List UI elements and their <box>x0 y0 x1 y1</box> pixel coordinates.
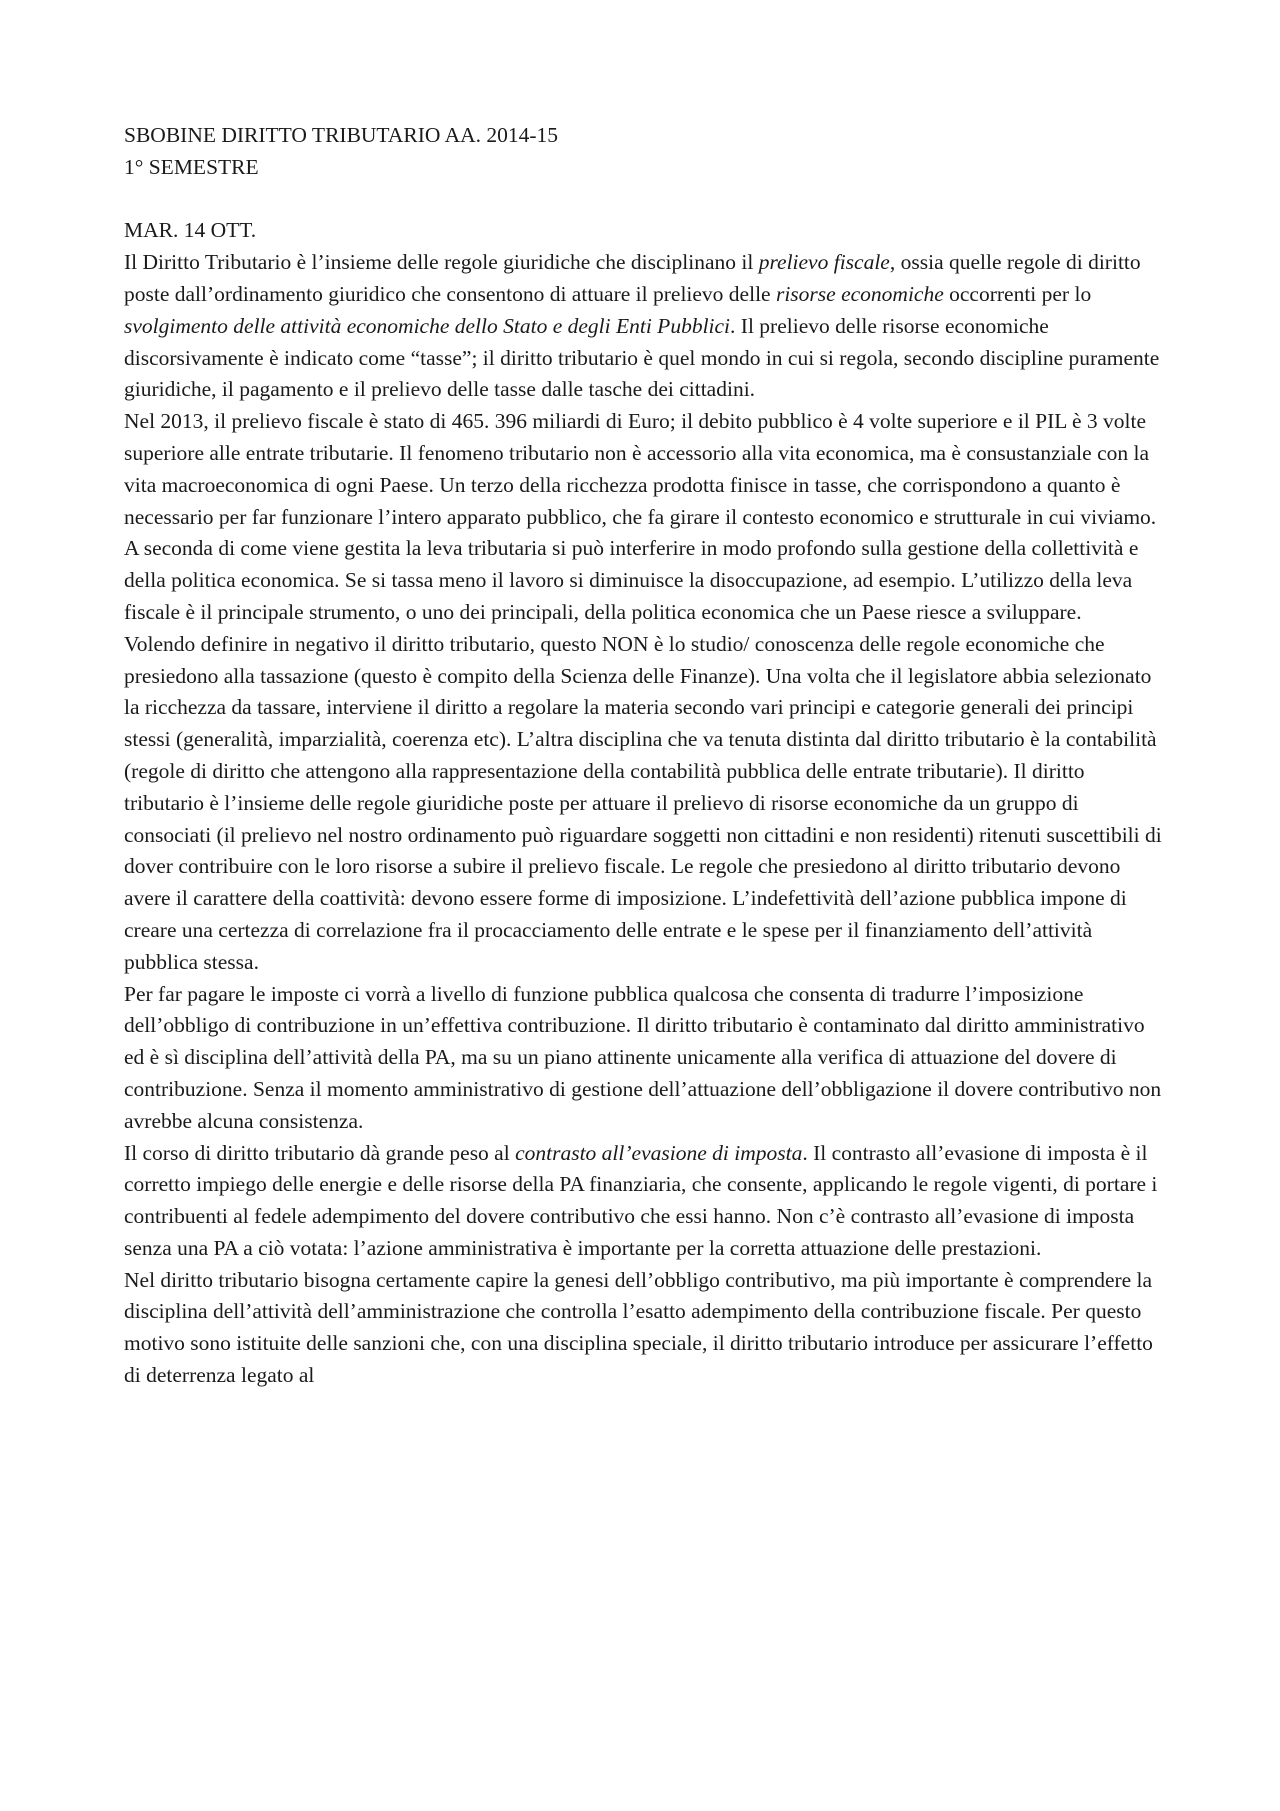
emphasis-contrasto-evasione: contrasto all’evasione di imposta <box>515 1140 803 1165</box>
document-title: SBOBINE DIRITTO TRIBUTARIO AA. 2014-15 <box>124 123 559 147</box>
paragraph-sanctions: Nel diritto tributario bisogna certamente capire la genesi dell’obbligo contributivo, ma più importante è comprendere la disciplina dell’attività dell’amministrazione che controlla l’esatto adempimento della contribuzione fiscale. Per questo motivo sono istituite delle sanzioni che, con una disciplina speciale, il diritto tributario introduce per assicurare l’effetto di deterrenza legato al <box>124 1267 1153 1388</box>
text-run: . Il contrasto all’evasione di imposta è il corretto impiego delle energie e delle risorse della PA finanziaria, che consente, applicando le regole vigenti, di portare i contribuenti al fedele adempimento del dovere contributivo che essi hanno. Non c’è contrasto all’evasione di imposta senza una PA a ciò votata: l’azione amministrativa è importante per la corretta attuazione delle prestazioni. <box>124 1140 1158 1260</box>
text-run: . Il prelievo delle risorse economiche discorsivamente è indicato come “tasse”; il diritto tributario è quel mondo in cui si regola, secondo discipline puramente giuridiche, il pagamento e il prelievo delle tasse dalle tasche dei cittadini. <box>124 313 1160 402</box>
text-run: occorrenti per lo <box>943 281 1092 306</box>
paragraph-public-function: Per far pagare le imposte ci vorrà a livello di funzione pubblica qualcosa che consenta di tradurre l’imposizione dell’obbligo di contribuzione in un’effettiva contribuzione. Il diritto tributario è contaminato dal diritto amministrativo ed è sì disciplina dell’attività della PA, ma su un piano attinente unicamente alla verifica di attuazione del dovere di contribuzione. Senza il momento amministrativo di gestione dell’attuazione dell’obbligazione il dovere contributivo non avrebbe alcuna consistenza. <box>124 981 1162 1133</box>
paragraph-definition <box>124 247 1164 406</box>
emphasis-prelievo-fiscale: prelievo fiscale <box>758 250 890 275</box>
paragraph-tax-evasion <box>124 1138 1164 1265</box>
emphasis-svolgimento-attivita: svolgimento delle attività economiche dello Stato e degli Enti Pubblici <box>124 313 731 338</box>
paragraph-statistics: Nel 2013, il prelievo fiscale è stato di 465. 396 miliardi di Euro; il debito pubblico è 4 volte superiore e il PIL è 3 volte superiore alle entrate tributarie. Il fenomeno tributario non è accessorio alla vita economica, ma è consustanziale con la vita macroeconomica di ogni Paese. Un terzo della ricchezza prodotta finisce in tasse, che corrispondono a quanto è necessario per far funzionare l’intero apparato pubblico, che fa girare il contesto economico e strutturale in cui viviamo. A seconda di come viene gestita la leva tributaria si può interferire in modo profondo sulla gestione della collettività e della politica economica. Se si tassa meno il lavoro si diminuisce la disoccupazione, ad esempio. L’utilizzo della leva fiscale è il principale strumento, o uno dei principali, della politica economica che un Paese riesce a sviluppare. <box>124 409 1157 624</box>
emphasis-risorse-economiche: risorse economiche <box>775 281 944 306</box>
paragraph-negative-definition: Volendo definire in negativo il diritto tributario, questo NON è lo studio/ conoscenza delle regole economiche che presiedono alla tassazione (questo è compito della Scienza delle Finanze). Una volta che il legislatore abbia selezionato la ricchezza da tassare, interviene il diritto a regolare la materia secondo vari principi e categorie generali dei principi stessi (generalità, imparzialità, coerenza etc). L’altra disciplina che va tenuta distinta dal diritto tributario è la contabilità (regole di diritto che attengono alla rappresentazione della contabilità pubblica delle entrate tributarie). Il diritto tributario è l’insieme delle regole giuridiche poste per attuare il prelievo di risorse economiche da un gruppo di consociati (il prelievo nel nostro ordinamento può riguardare soggetti non cittadini e non residenti) ritenuti suscettibili di dover contribuire con le loro risorse a subire il prelievo fiscale. Le regole che presiedono al diritto tributario devono avere il carattere della coattività: devono essere forme di imposizione. L’indefettività dell’azione pubblica impone di creare una certezza di correlazione fra il procacciamento delle entrate e le spese per il finanziamento dell’attività pubblica stessa. <box>124 631 1162 974</box>
text-run: Il Diritto Tributario è l’insieme delle regole giuridiche che disciplinano il <box>124 250 759 275</box>
document-page <box>124 120 1164 1392</box>
spacer <box>124 184 1164 216</box>
lecture-date: MAR. 14 OTT. <box>124 218 257 243</box>
text-run: , ossia quelle regole di diritto poste dall’ordinamento giuridico che consentono di attuare il prelievo delle <box>124 250 1141 306</box>
text-run: Il corso di diritto tributario dà grande peso al <box>124 1140 516 1165</box>
semester-label: 1° SEMESTRE <box>124 154 259 179</box>
